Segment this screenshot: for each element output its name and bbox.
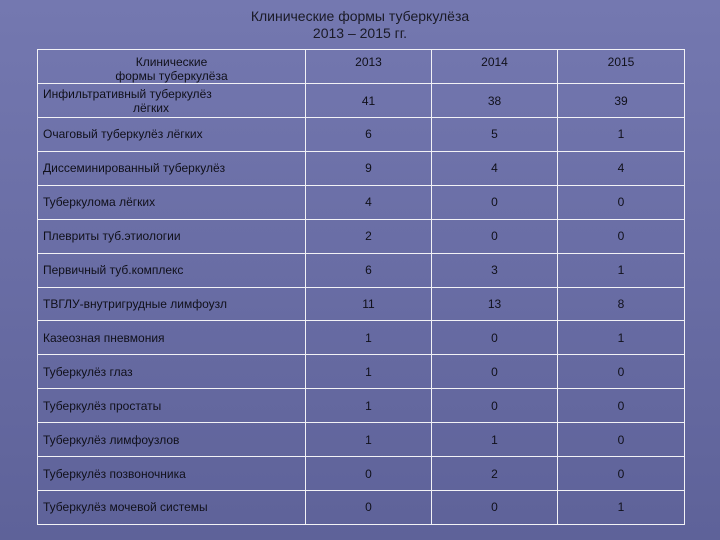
cell-2014: 0 xyxy=(432,490,558,524)
header-year-2014: 2014 xyxy=(432,50,558,84)
cell-2013: 1 xyxy=(306,389,432,423)
cell-2014: 1 xyxy=(432,423,558,457)
row-name: ТВГЛУ-внутригрудные лимфоузл xyxy=(38,287,306,321)
title-line-1: Клинические формы туберкулёза xyxy=(250,8,470,24)
cell-2013: 11 xyxy=(306,287,432,321)
table-row xyxy=(38,389,685,423)
cell-2014: 0 xyxy=(432,219,558,253)
cell-2013: 0 xyxy=(306,490,432,524)
row-name: Туберкулёз позвоночника xyxy=(38,457,306,491)
row-name: Первичный туб.комплекс xyxy=(38,253,306,287)
cell-2013: 6 xyxy=(306,118,432,152)
cell-2014: 3 xyxy=(432,253,558,287)
table-row xyxy=(38,490,685,524)
title-line-2: 2013 – 2015 гг. xyxy=(312,25,408,41)
table-header-row xyxy=(38,50,685,84)
row-name: Туберкулома лёгких xyxy=(38,185,306,219)
cell-2013: 1 xyxy=(306,321,432,355)
cell-2013: 1 xyxy=(306,423,432,457)
cell-2013: 1 xyxy=(306,355,432,389)
table-row xyxy=(38,321,685,355)
row-name: Диссеминированный туберкулёз xyxy=(38,151,306,185)
cell-2015: 8 xyxy=(558,287,685,321)
cell-2015: 1 xyxy=(558,490,685,524)
cell-2013: 41 xyxy=(306,84,432,118)
cell-2014: 5 xyxy=(432,118,558,152)
table-row xyxy=(38,118,685,152)
cell-2015: 4 xyxy=(558,151,685,185)
table-row xyxy=(38,151,685,185)
cell-2014: 13 xyxy=(432,287,558,321)
cell-2015: 0 xyxy=(558,219,685,253)
cell-2014: 4 xyxy=(432,151,558,185)
cell-2015: 1 xyxy=(558,253,685,287)
cell-2015: 0 xyxy=(558,423,685,457)
cell-2014: 38 xyxy=(432,84,558,118)
row-name: Туберкулёз лимфоузлов xyxy=(38,423,306,457)
cell-2015: 1 xyxy=(558,321,685,355)
row-name: Плевриты туб.этиологии xyxy=(38,219,306,253)
cell-2015: 39 xyxy=(558,84,685,118)
table-row xyxy=(38,287,685,321)
cell-2015: 0 xyxy=(558,457,685,491)
cell-2015: 1 xyxy=(558,118,685,152)
page-title xyxy=(0,8,720,42)
cell-2014: 2 xyxy=(432,457,558,491)
row-name: Инфильтративный туберкулёз xyxy=(43,86,212,101)
cell-2014: 0 xyxy=(432,321,558,355)
header-forms-cell xyxy=(38,50,306,84)
row-name: Туберкулёз простаты xyxy=(38,389,306,423)
table-row xyxy=(38,84,685,118)
header-forms-line-1: Клинические xyxy=(135,55,208,69)
cell-2013: 6 xyxy=(306,253,432,287)
cell-2013: 2 xyxy=(306,219,432,253)
table-row xyxy=(38,185,685,219)
row-name: Туберкулёз глаз xyxy=(38,355,306,389)
cell-2013: 0 xyxy=(306,457,432,491)
row-name-cell xyxy=(38,84,306,118)
cell-2013: 9 xyxy=(306,151,432,185)
header-year-2015: 2015 xyxy=(558,50,685,84)
cell-2014: 0 xyxy=(432,389,558,423)
table-row xyxy=(38,355,685,389)
cell-2014: 0 xyxy=(432,355,558,389)
header-year-2013: 2013 xyxy=(306,50,432,84)
cell-2015: 0 xyxy=(558,389,685,423)
row-name: Казеозная пневмония xyxy=(38,321,306,355)
table-row xyxy=(38,457,685,491)
tuberculosis-forms-table xyxy=(37,49,685,525)
table-row xyxy=(38,219,685,253)
table-row xyxy=(38,253,685,287)
cell-2014: 0 xyxy=(432,185,558,219)
cell-2015: 0 xyxy=(558,185,685,219)
row-name: Туберкулёз мочевой системы xyxy=(38,490,306,524)
row-name-line-2: лёгких xyxy=(133,100,170,115)
cell-2013: 4 xyxy=(306,185,432,219)
header-forms-line-2: формы туберкулёза xyxy=(115,69,228,83)
row-name: Очаговый туберкулёз лёгких xyxy=(38,118,306,152)
table-row xyxy=(38,423,685,457)
cell-2015: 0 xyxy=(558,355,685,389)
